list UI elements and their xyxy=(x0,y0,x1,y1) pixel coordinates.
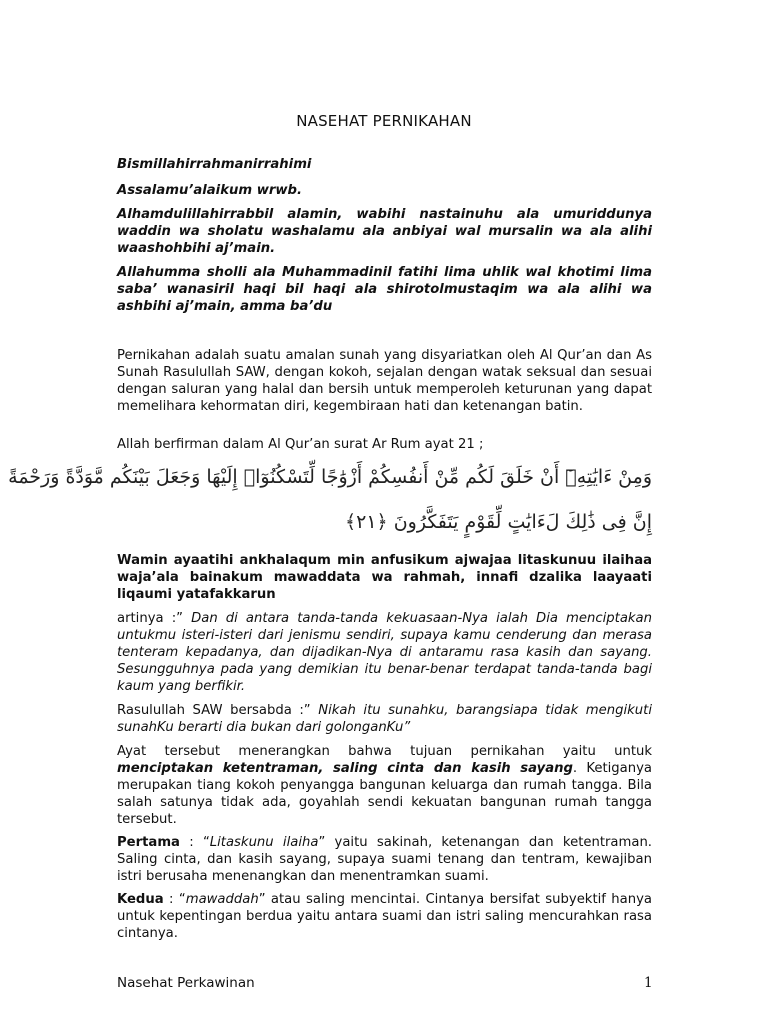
sholawat-paragraph: Allahumma sholli ala Muhammadinil fatihi lima uhlik wal khotimi lima saba’ wanasiril haqi bil haqi ala shirotolmustaqim wa ala alihi wa ashbihi aj’main, amma ba’du xyxy=(117,265,652,314)
hadith-paragraph xyxy=(117,702,652,736)
translation-paragraph xyxy=(117,610,652,695)
purpose-emphasis: menciptakan ketentraman, saling cinta dan kasih sayang xyxy=(117,761,573,776)
translation-text: Dan di antara tanda-tanda kekuasaan-Nya ialah Dia menciptakan untukmu isteri-isteri dari jenismu sendiri, supaya kamu cenderung dan merasa tenteram kepadanya, dan dijadikan-Nya di antaramu rasa kasih dan sayang. Sesungguhnya pada yang demikian itu benar-benar terdapat tanda-tanda bagi kaum yang berfikir. xyxy=(117,611,652,694)
page-number: 1 xyxy=(644,975,653,991)
purpose-paragraph xyxy=(117,743,652,828)
salam: Assalamu’alaikum wrwb. xyxy=(117,183,303,198)
footer-title: Nasehat Perkawinan xyxy=(117,975,255,991)
firman-intro: Allah berfirman dalam Al Qur’an surat Ar Rum ayat 21 ; xyxy=(117,437,484,452)
translation-label: artinya :” xyxy=(117,611,183,626)
kedua-sep: : “ xyxy=(163,892,186,907)
bismillah: Bismillahirrahmanirrahimi xyxy=(117,157,312,172)
pertama-text: ” yaitu sakinah, ketenangan dan ketentraman. Saling cinta, dan kasih sayang, supaya suami tenang dan tentram, kewajiban istri berusaha menenangkan dan menentramkan suami. xyxy=(117,835,652,884)
kedua-term: mawaddah xyxy=(185,892,259,907)
hamdalah-paragraph: Alhamdulillahirrabbil alamin, wabihi nastainuhu ala umuriddunya waddin wa sholatu washalamu ala anbiyai wal mursalin wa ala alihi waashohbihi aj’main. xyxy=(117,207,652,256)
hadith-lead: Rasulullah SAW bersabda :” xyxy=(117,703,311,718)
arabic-verse-line-1: وَمِنْ ءَايَٰتِهِۦٓ أَنْ خَلَقَ لَكُم مِّنْ أَنفُسِكُمْ أَزْوَٰجًا لِّتَسْكُنُوٓا۟ إِلَيْهَا وَجَعَلَ بَيْنَكُم مَّوَدَّةً وَرَحْمَةً xyxy=(8,466,652,488)
purpose-lead: Ayat tersebut menerangkan bahwa tujuan pernikahan yaitu untuk xyxy=(117,744,652,759)
kedua-text: ” atau saling mencintai. Cintanya bersifat subyektif hanya untuk kepentingan berdua yaitu antara suami dan istri saling mencurahkan rasa cintanya. xyxy=(117,892,652,941)
arabic-verse-line-2: إِنَّ فِى ذَٰلِكَ لَءَايَٰتٍ لِّقَوْمٍ يَتَفَكَّرُونَ ﴿٢١﴾ xyxy=(344,511,652,533)
pertama-label: Pertama xyxy=(117,835,180,850)
page-title: NASEHAT PERNIKAHAN xyxy=(296,112,472,130)
hadith-text: Nikah itu sunahku, barangsiapa tidak mengikuti sunahKu berarti dia bukan dari golonganKu” xyxy=(117,703,652,735)
pertama-term: Litaskunu ilaiha xyxy=(209,835,319,850)
transliteration-paragraph: Wamin ayaatihi ankhalaqum min anfusikum ajwajaa litaskunuu ilaihaa waja’ala bainakum mawaddata wa rahmah, innafi dzalika laayaati liqaumi yatafakkarun xyxy=(117,553,652,602)
pertama-sep: : “ xyxy=(179,835,210,850)
intro-paragraph: Pernikahan adalah suatu amalan sunah yang disyariatkan oleh Al Qur’an dan As Sunah Rasulullah SAW, dengan kokoh, sejalan dengan watak seksual dan sesuai dengan saluran yang halal dan bersih untuk memperoleh keturunan yang dapat memelihara kehormatan diri, kegembiraan hati dan ketenangan batin. xyxy=(117,348,652,414)
kedua-label: Kedua xyxy=(117,892,164,907)
kedua-paragraph xyxy=(117,891,652,942)
purpose-rest: . Ketiganya merupakan tiang kokoh penyangga bangunan keluarga dan rumah tangga. Bila salah satunya tidak ada, goyahlah sendi kekuatan bangunan rumah tangga tersebut. xyxy=(117,761,652,827)
pertama-paragraph xyxy=(117,834,652,885)
